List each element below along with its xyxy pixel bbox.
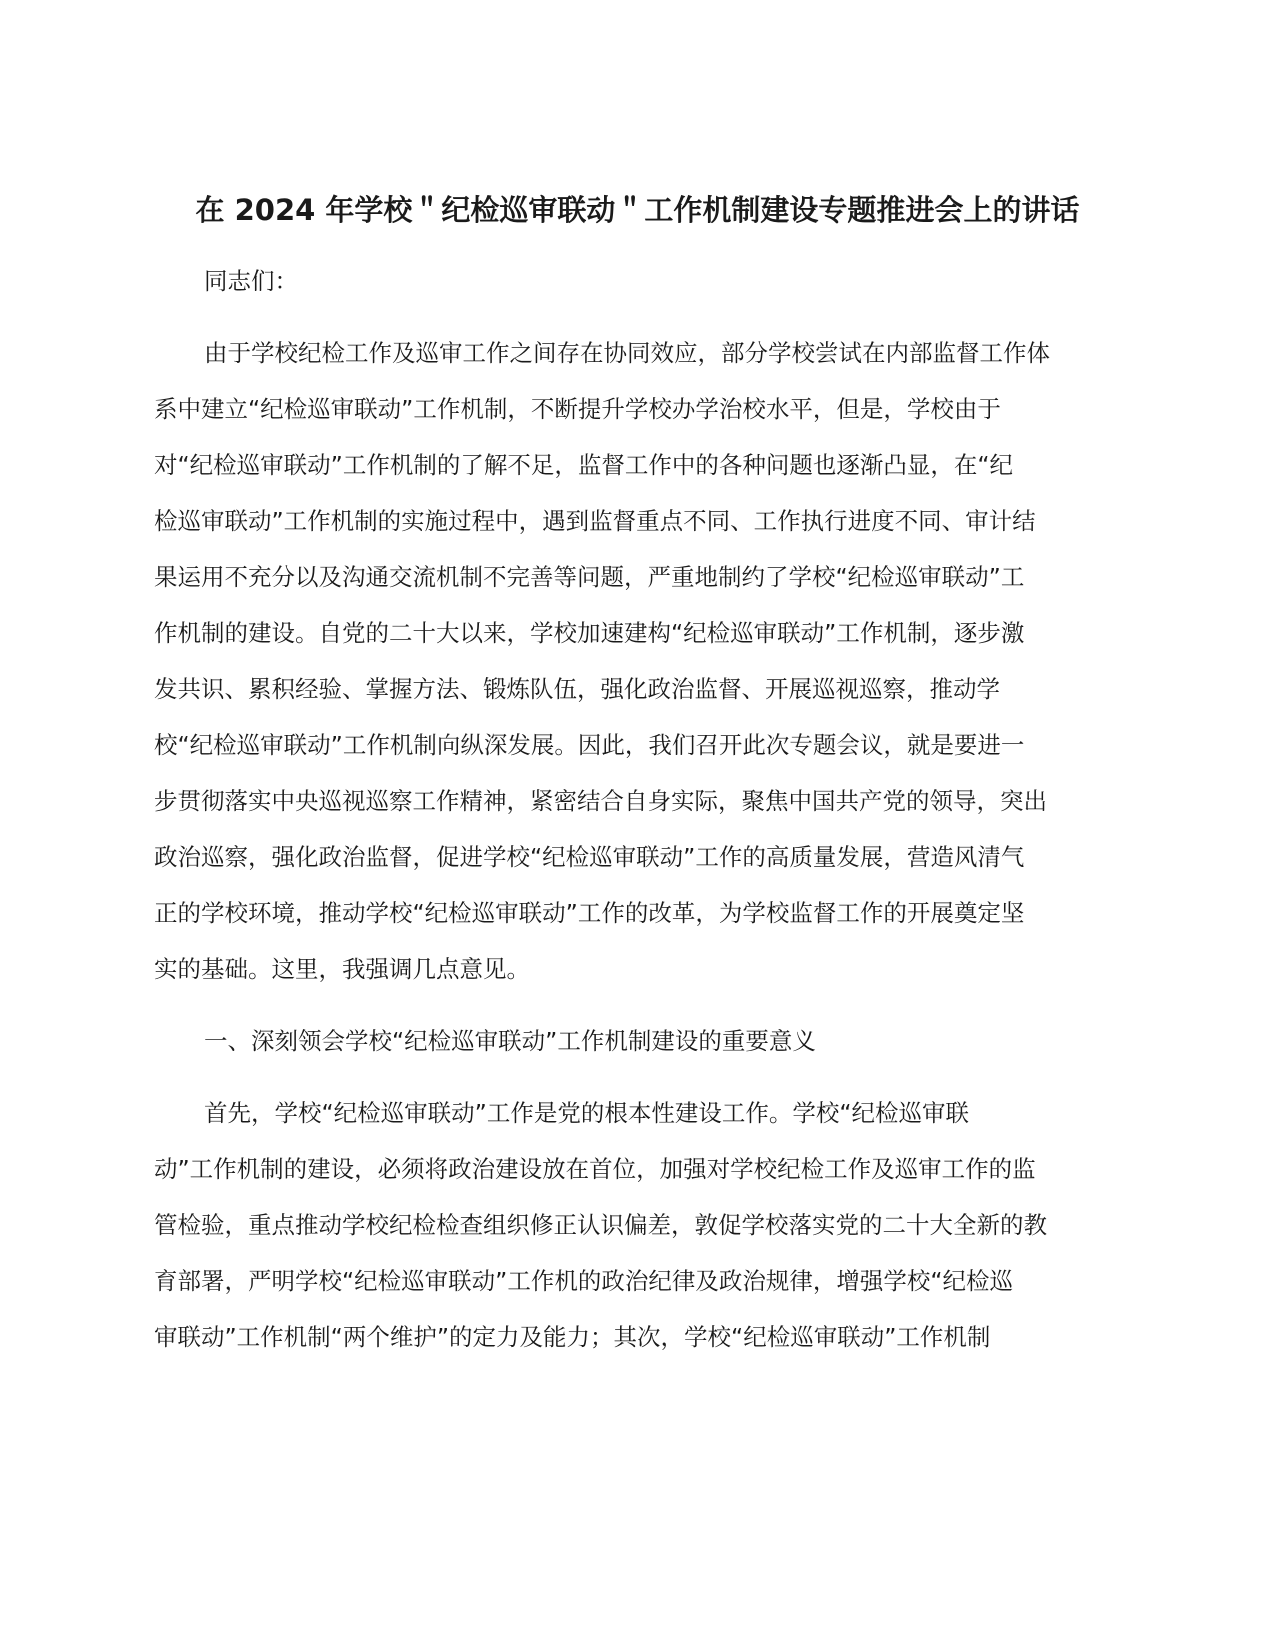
paragraph-line: 正的学校环境，推动学校“纪检巡审联动”工作的改革，为学校监督工作的开展奠定坚 bbox=[154, 899, 1025, 927]
paragraph-line: 首先，学校“纪检巡审联动”工作是党的根本性建设工作。学校“纪检巡审联 bbox=[204, 1099, 970, 1127]
paragraph-line: 作机制的建设。自党的二十大以来，学校加速建构“纪检巡审联动”工作机制，逐步激 bbox=[154, 619, 1025, 647]
paragraph-line: 审联动”工作机制“两个维护”的定力及能力；其次，学校“纪检巡审联动”工作机制 bbox=[154, 1323, 991, 1351]
paragraph-line: 管检验，重点推动学校纪检检查组织修正认识偏差，敦促学校落实党的二十大全新的教 bbox=[154, 1211, 1047, 1239]
paragraph-line: 系中建立“纪检巡审联动”工作机制，不断提升学校办学治校水平，但是，学校由于 bbox=[154, 395, 1001, 423]
salutation: 同志们： bbox=[204, 267, 298, 295]
paragraph-line: 校“纪检巡审联动”工作机制向纵深发展。因此，我们召开此次专题会议，就是要进一 bbox=[154, 731, 1025, 759]
paragraph-line: 检巡审联动”工作机制的实施过程中，遇到监督重点不同、工作执行进度不同、审计结 bbox=[154, 507, 1036, 535]
paragraph-line: 步贯彻落实中央巡视巡察工作精神，紧密结合自身实际，聚焦中国共产党的领导，突出 bbox=[154, 787, 1047, 815]
paragraph-line: 实的基础。这里，我强调几点意见。 bbox=[154, 955, 530, 983]
section-heading: 一、深刻领会学校“纪检巡审联动”工作机制建设的重要意义 bbox=[204, 1027, 816, 1055]
paragraph-line: 对“纪检巡审联动”工作机制的了解不足，监督工作中的各种问题也逐渐凸显，在“纪 bbox=[154, 451, 1014, 479]
paragraph-line: 育部署，严明学校“纪检巡审联动”工作机的政治纪律及政治规律，增强学校“纪检巡 bbox=[154, 1267, 1014, 1295]
document-title: 在 2024 年学校＂纪检巡审联动＂工作机制建设专题推进会上的讲话 bbox=[195, 193, 1080, 227]
paragraph-line: 由于学校纪检工作及巡审工作之间存在协同效应，部分学校尝试在内部监督工作体 bbox=[204, 339, 1050, 367]
paragraph-line: 发共识、累积经验、掌握方法、锻炼队伍，强化政治监督、开展巡视巡察，推动学 bbox=[154, 675, 1000, 703]
paragraph-line: 果运用不充分以及沟通交流机制不完善等问题，严重地制约了学校“纪检巡审联动”工 bbox=[154, 563, 1025, 591]
paragraph-line: 政治巡察，强化政治监督，促进学校“纪检巡审联动”工作的高质量发展，营造风清气 bbox=[154, 843, 1025, 871]
paragraph-line: 动”工作机制的建设，必须将政治建设放在首位，加强对学校纪检工作及巡审工作的监 bbox=[154, 1155, 1036, 1183]
